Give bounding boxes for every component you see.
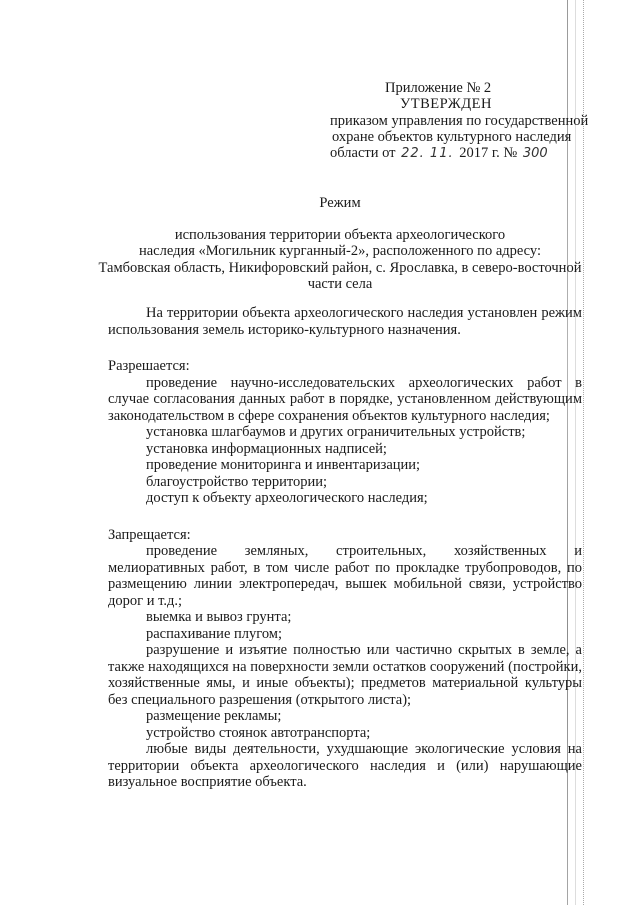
document-title: [90, 195, 590, 293]
list-item: размещение рекламы;: [146, 708, 282, 724]
document-body: [108, 305, 582, 791]
list-item: благоустройство территории;: [146, 473, 328, 490]
allowed-heading: Разрешается:: [108, 358, 190, 374]
list-item: установка информационных надписей;: [146, 440, 387, 457]
annex-label: Приложение № 2: [385, 80, 492, 96]
scan-artifact-line: [583, 0, 584, 905]
list-item: установка шлагбаумов и других ограничительных устройств;: [146, 424, 526, 440]
list-item: доступ к объекту археологического наследия;: [146, 490, 428, 506]
handwritten-number: 300: [522, 146, 548, 161]
year-text: 2017 г. №: [459, 145, 518, 161]
list-item: разрушение и изъятие полностью или частично скрытых в земле, а также находящихся на поверхности земли остатков сооружений (постройки, хозяйственные ямы, и иные объекты); предметов материальной культуры без специального разрешения (открытого листа);: [108, 642, 582, 708]
list-item: устройство стоянок автотранспорта;: [146, 724, 371, 741]
list-item: проведение научно-исследовательских археологических работ в случае согласования данных работ в порядке, установленном действующим законодательством в сфере сохранения объектов культурного наследия;: [108, 374, 582, 424]
order-line-2: охране объектов культурного наследия: [332, 129, 572, 145]
list-item: любые виды деятельности, ухудшающие экологические условия на территории объекта археологического наследия и (или) нарушающие визуальное восприятие объекта.: [108, 741, 582, 790]
approved-label: УТВЕРЖДЕН: [400, 96, 492, 112]
list-item: распахивание плугом;: [146, 625, 283, 642]
title-line-1: Режим: [319, 195, 361, 211]
prohibited-heading: Запрещается:: [108, 526, 191, 543]
order-date-line: [330, 145, 550, 162]
intro-paragraph: На территории объекта археологического наследия установлен режим использования земель историко-культурного назначения.: [108, 305, 582, 338]
list-item: проведение мониторинга и инвентаризации;: [146, 457, 421, 473]
title-line-3: наследия «Могильник курганный-2», расположенного по адресу:: [138, 243, 542, 259]
order-line-1: приказом управления по государственной: [330, 113, 589, 129]
title-line-2: использования территории объекта археологического: [174, 226, 506, 243]
allowed-list: [108, 375, 582, 507]
list-item: проведение земляных, строительных, хозяйственных и мелиоративных работ, в том числе работ по прокладке трубопроводов, по размещению линии электропередач, вышек мобильной связи, устройство дорог и т.д.;: [108, 543, 582, 609]
title-line-5: части села: [307, 276, 373, 292]
prohibited-list: [108, 543, 582, 791]
handwritten-date: 22. 11.: [401, 146, 454, 161]
list-item: выемка и вывоз грунта;: [146, 609, 292, 625]
title-line-4: Тамбовская область, Никифоровский район, с. Ярославка, в северо-восточной: [98, 259, 582, 276]
date-prefix: области от: [330, 145, 396, 161]
